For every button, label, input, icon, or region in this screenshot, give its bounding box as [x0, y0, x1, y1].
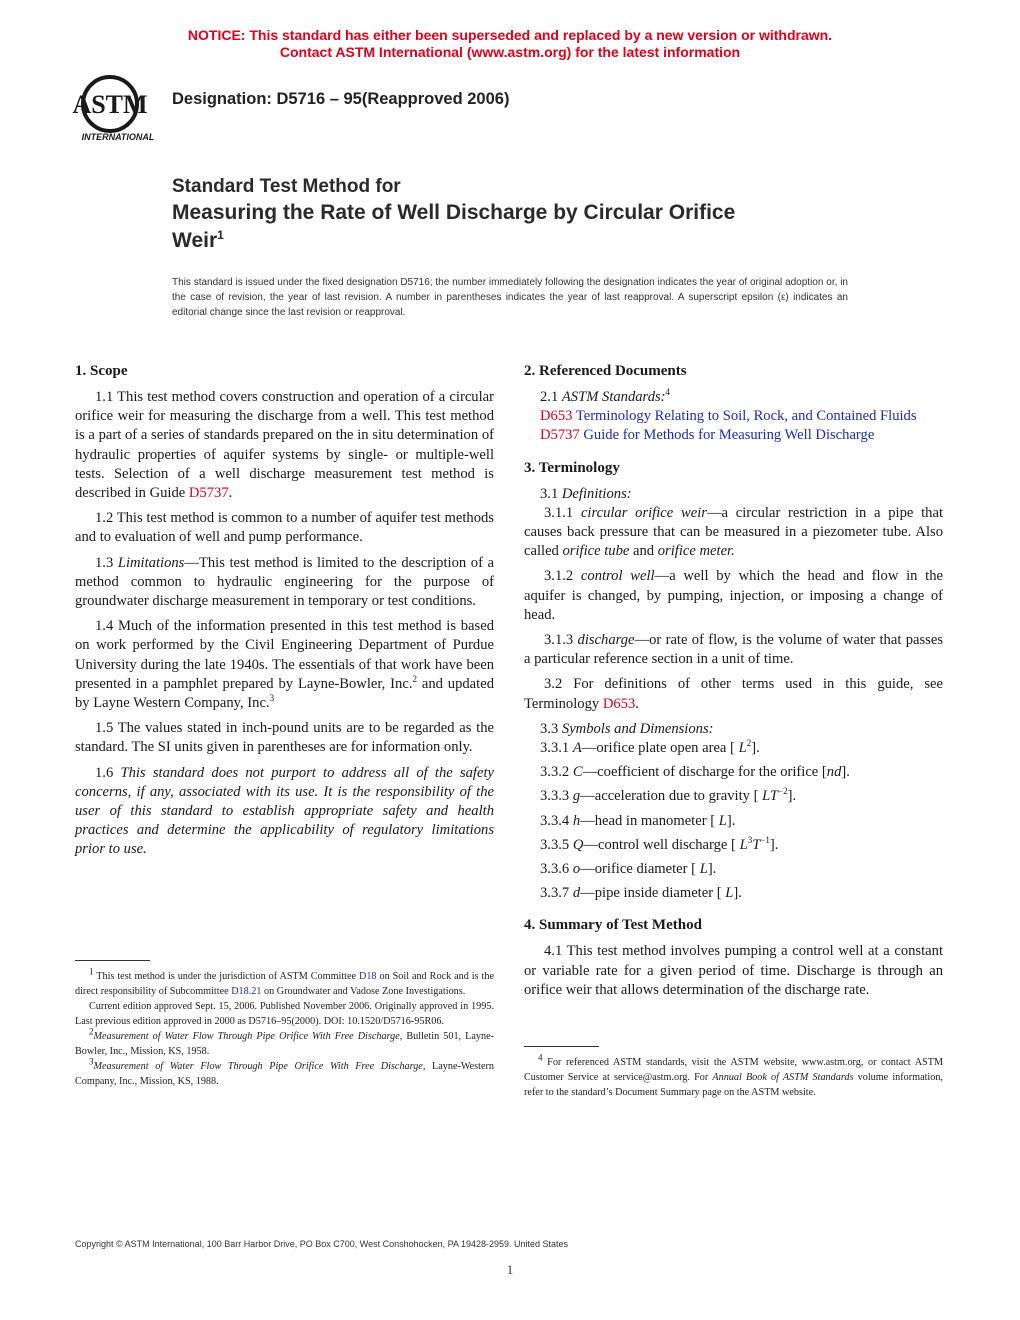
terminology-3-1-1: 3.1.1 circular orifice weir—a circular restriction in a pipe that causes back pressure that can be measured in a piezometer tube. Also called orifice tube and orifice meter. — [524, 504, 944, 560]
link-d653[interactable]: D653 — [540, 408, 573, 425]
footnote-rule — [75, 960, 150, 961]
astm-logo — [72, 72, 164, 144]
symbol-3-3-6: 3.3.6 o—orifice diameter [ L]. — [540, 861, 717, 878]
title-line-3 — [172, 227, 735, 254]
symbol-3-3-4: 3.3.4 h—head in manometer [ L]. — [540, 812, 736, 829]
link-d18-21[interactable]: D18.21 — [231, 986, 262, 997]
scope-1-2: 1.2 This test method is common to a number of aquifer test methods and to evaluation of well and pump performance. — [75, 510, 494, 546]
left-column — [75, 361, 494, 866]
symbol-3-3-2: 3.3.2 C—coefficient of discharge for the orifice [nd]. — [540, 764, 850, 781]
designation: Designation: D5716 – 95(Reapproved 2006) — [172, 90, 510, 108]
scope-1-1: 1.1 This test method covers construction and operation of a circular orifice weir for measuring the discharge from a well. This test method is a part of a series of standards prepared on the in situ determination of hydraulic properties of aquifer systems by single- or multiple-well tests. Selection of a well discharge measurement test method is described in Guide D5737. — [75, 389, 494, 502]
scope-1-3: 1.3 Limitations—This test method is limited to the description of a method common to hydraulic engineering for the purpose of groundwater discharge measurement in temporary or test conditions. — [75, 554, 495, 610]
title-footnote-mark: 1 — [217, 228, 224, 242]
reference-d653 — [540, 407, 943, 426]
logo-caption: INTERNATIONAL — [81, 132, 155, 142]
issued-note: This standard is issued under the fixed designation D5716; the number immediately following the designation indicates the year of original adoption or, in the case of revision, the year of last revision. A number in parentheses indicates the year of last reapproval. A superscript epsilon (ε) indicates an editorial change since the last revision or reapproval. — [172, 277, 848, 318]
astm-logo-graphic — [72, 72, 164, 144]
footnote-rule-right — [524, 1046, 599, 1047]
terminology-heading: 3. Terminology — [524, 459, 620, 476]
link-d5737-title[interactable]: Guide for Methods for Measuring Well Discharge — [583, 427, 875, 444]
link-d18[interactable]: D18 — [358, 971, 377, 982]
notice-line-2: Contact ASTM International (www.astm.org) for the latest information — [279, 44, 741, 60]
link-d653-term[interactable]: D653 — [602, 695, 636, 712]
superseded-notice — [0, 27, 1020, 61]
summary-4-1: 4.1 This test method involves pumping a control well at a constant or variable rate for a given period of time. Discharge is through an orifice weir that allows determination of the discharge rate. — [524, 943, 943, 998]
referenced-heading: 2. Referenced Documents — [524, 363, 687, 379]
symbol-3-3-1: 3.3.1 A—orifice plate open area [ $L^2$]. — [540, 738, 760, 757]
terminology-3-1-2: 3.1.2 control well—a well by which the head and flow in the aquifer is changed, by pumping, injection, or imposing a change of head. — [524, 568, 943, 623]
title-line-2: Measuring the Rate of Well Discharge by Circular Orifice — [172, 201, 736, 224]
footnote-3: $^3$Measurement of Water Flow Through Pipe Orifice With Free Discharge, Layne-Western Company, Inc., Mission, KS, 1988. — [75, 1056, 494, 1087]
link-d653-title[interactable]: Terminology Relating to Soil, Rock, and Contained Fluids — [575, 408, 917, 425]
footnotes-left — [75, 960, 494, 1089]
footnotes-right — [524, 1046, 943, 1100]
scope-1-6: 1.6 This standard does not purport to address all of the safety concerns, if any, associated with its use. It is the responsibility of the user of this standard to establish appropriate safety and health practices and determine the applicability of regulatory limitations prior to use. — [75, 764, 494, 858]
footnote-1-edition: Current edition approved Sept. 15, 2006. Published November 2006. Originally approved in 1995. Last previous edition approved in 2000 as D5716–95(2000). DOI: 10.1520/D5716-95R06. — [75, 1001, 494, 1027]
document-title — [172, 176, 735, 254]
logo-letters: ASTM — [72, 90, 148, 119]
scope-heading: 1. Scope — [75, 363, 128, 379]
symbol-3-3-7: 3.3.7 d—pipe inside diameter [ L]. — [540, 885, 742, 902]
summary-heading: 4. Summary of Test Method — [524, 917, 702, 934]
referenced-2-1: 2.1 ASTM Standards:$^4$ — [540, 387, 671, 405]
scope-1-5: 1.5 The values stated in inch-pound units are to be regarded as the standard. The SI units given in parentheses are for information only. — [75, 720, 494, 756]
scope-1-4: 1.4 Much of the information presented in this test method is based on work performed by the Civil Engineering Department of Purdue University during the late 1940s. The essentials of that work have been presented in a pamphlet prepared by Layne-Bowler, Inc.$^2$ and updated by Layne Western Company, Inc.$^3$ — [75, 618, 494, 712]
terminology-3-1-3: 3.1.3 discharge—or rate of flow, is the volume of water that passes a particular reference section in a unit of time. — [524, 632, 943, 668]
title-weir: Weir — [172, 229, 218, 252]
footnote-4: $^4$ For referenced ASTM standards, visit the ASTM website, www.astm.org, or contact ASTM Customer Service at service@astm.org. For Annual Book of ASTM Standards volume information, refer to the standard’s Document Summary page on the ASTM website. — [524, 1052, 943, 1098]
link-d5737-ref[interactable]: D5737 — [540, 427, 580, 444]
footnote-2: $^2$Measurement of Water Flow Through Pipe Orifice With Free Discharge, Bulletin 501, Layne-Bowler, Inc., Mission, KS, 1958. — [75, 1026, 494, 1057]
link-d5737[interactable]: D5737 — [188, 485, 229, 502]
terminology-3-2: 3.2 For definitions of other terms used in this guide, see Terminology D653. — [524, 676, 943, 712]
reference-d5737 — [540, 426, 943, 445]
symbol-3-3-3: 3.3.3 g—acceleration due to gravity [ $LT^{-2}$]. — [540, 786, 797, 805]
terminology-3-1: 3.1 Definitions: — [540, 485, 632, 502]
symbol-3-3-5: 3.3.5 Q—control well discharge [ $L^3T^{-1}$]. — [540, 835, 779, 853]
notice-line-1: NOTICE: This standard has either been superseded and replaced by a new version or withdrawn. — [187, 27, 833, 43]
right-column — [524, 361, 943, 1006]
terminology-3-3: 3.3 Symbols and Dimensions: — [540, 720, 714, 737]
title-line-1: Standard Test Method for — [172, 176, 401, 197]
footnote-1: $^1$ This test method is under the jurisdiction of ASTM Committee D18 on Soil and Rock and is the direct responsibility of Subcommittee D18.21 on Groundwater and Vadose Zone Investigations. — [75, 966, 494, 997]
page-number: 1 — [506, 1262, 514, 1277]
copyright: Copyright © ASTM International, 100 Barr Harbor Drive, PO Box C700, West Conshohocken, PA 19428-2959. United States — [75, 1239, 569, 1249]
